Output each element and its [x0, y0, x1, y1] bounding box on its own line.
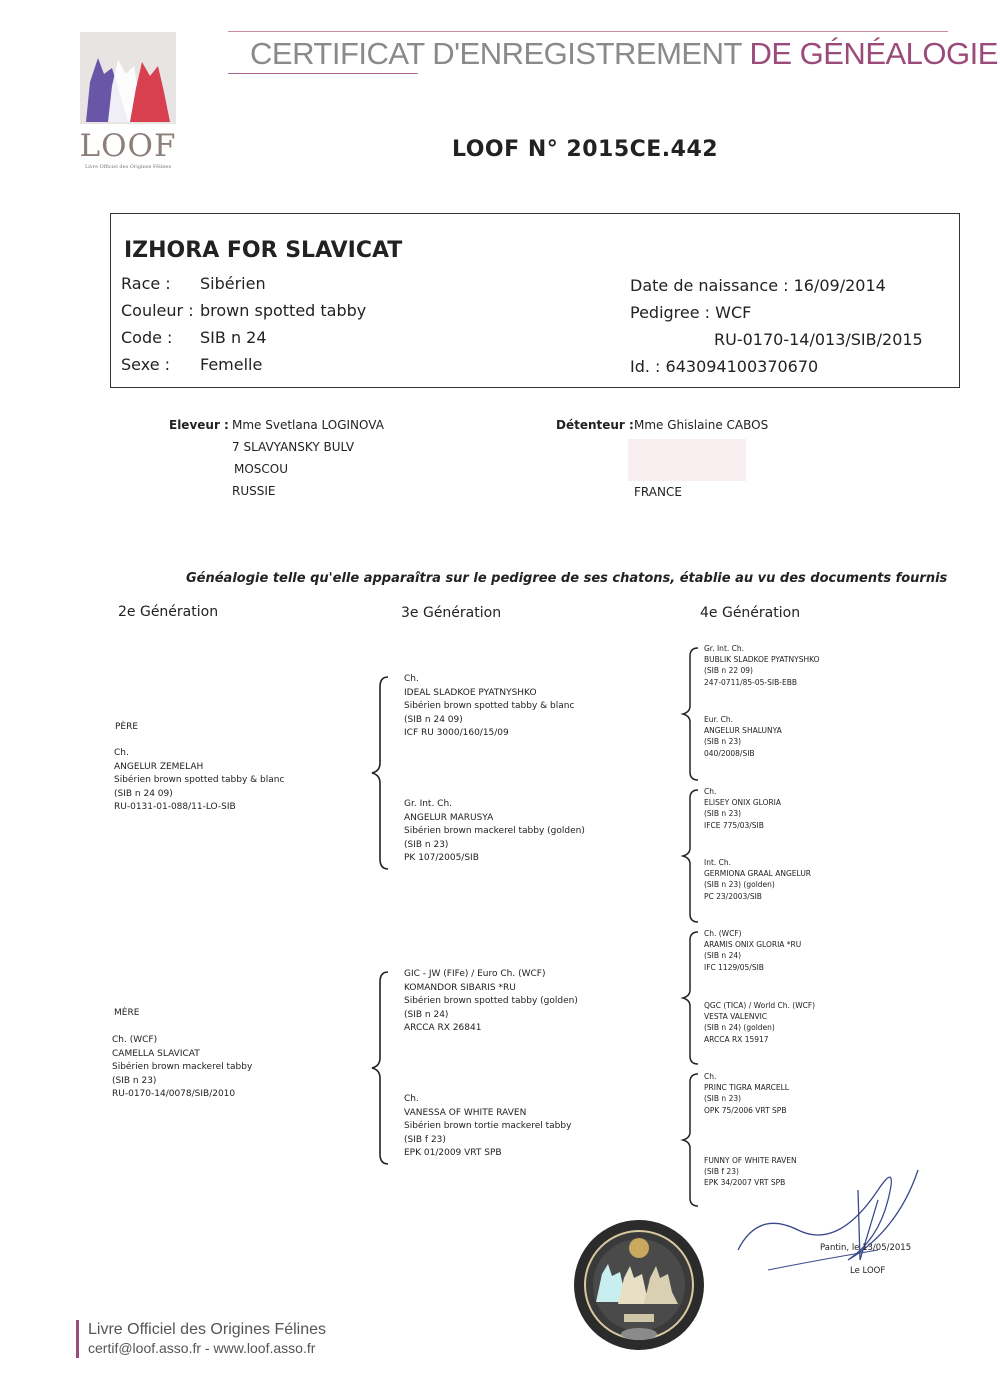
father-breed: Sibérien brown spotted tabby & blanc — [114, 775, 285, 785]
gen3-bracket-father — [368, 675, 392, 871]
breeder-line: Mme Svetlana LOGINOVA — [232, 418, 384, 432]
birth-date: Date de naissance : 16/09/2014 — [630, 276, 886, 295]
color-value: brown spotted tabby — [200, 301, 367, 320]
owner-name: Mme Ghislaine CABOS — [634, 418, 769, 432]
gen3-entry: GIC - JW (FIFe) / Euro Ch. (WCF) KOMANDOR SIBARIS *RU Sibérien brown spotted tabby (golden) (SIB n 24) ARCCA RX 26841 — [404, 969, 578, 1033]
loof-seal-icon — [572, 1218, 706, 1356]
gen4-entry: Int. Ch. GERMIONA GRAAL ANGELUR (SIB n 23) (golden) PC 23/2003/SIB — [704, 858, 812, 901]
footer-organisation: Livre Officiel des Origines Félines — [88, 1321, 327, 1338]
code-value: SIB n 24 — [200, 328, 267, 347]
gen4-bracket — [680, 788, 702, 924]
father-entry — [114, 747, 284, 815]
owner-country: FRANCE — [634, 485, 682, 499]
mother-registration: RU-0170-14/0078/SIB/2010 — [112, 1089, 236, 1099]
logo-subtitle: Livre Officiel des Origines Félines — [84, 164, 172, 170]
gen2-label: 2e Génération — [118, 604, 219, 620]
gen3-bracket-mother — [368, 970, 392, 1166]
mother-code: (SIB n 23) — [112, 1075, 157, 1086]
loof-number: LOOF N° 2015CE.442 — [452, 137, 719, 162]
father-code: (SIB n 24 09) — [114, 788, 173, 799]
father-label: PÈRE — [115, 722, 139, 732]
breeder-line: MOSCOU — [234, 462, 289, 476]
gen4-entry: Gr. Int. Ch. BUBLIK SLADKOE PYATNYSHKO (SIB n 22 09) 247-0711/85-05-SIB-EBB — [704, 644, 820, 687]
footer-contact: certif@loof.asso.fr - www.loof.asso.fr — [88, 1340, 316, 1356]
pedigree: Pedigree : WCF — [630, 303, 752, 322]
mother-title: Ch. (WCF) — [112, 1035, 158, 1045]
redacted-address — [628, 439, 746, 481]
signature-scribble — [728, 1150, 928, 1294]
gen4-entry: Ch. ELISEY ONIX GLORIA (SIB n 23) IFCE 775/03/SIB — [704, 787, 782, 830]
breeder-label: Eleveur : — [169, 418, 229, 432]
owner-label: Détenteur : — [556, 418, 634, 432]
gen4-bracket — [680, 1072, 702, 1208]
breeder-line: 7 SLAVYANSKY BULV — [232, 440, 355, 454]
mother-label: MÈRE — [114, 1008, 140, 1018]
gen3-entry: Ch. IDEAL SLADKOE PYATNYSHKO Sibérien brown spotted tabby & blanc (SIB n 24 09) ICF RU 3000/160/15/09 — [404, 674, 575, 738]
father-title: Ch. — [114, 748, 129, 758]
title-part-1: CERTIFICAT D'ENREGISTREMENT — [250, 36, 742, 71]
gen4-entry: Eur. Ch. ANGELUR SHALUNYA (SIB n 23) 040/2008/SIB — [704, 715, 782, 758]
logo-text: LOOF — [79, 128, 177, 164]
gen4-bracket — [680, 930, 702, 1066]
gen3-entry: Gr. Int. Ch. ANGELUR MARUSYA Sibérien brown mackerel tabby (golden) (SIB n 23) PK 107/2005/SIB — [404, 799, 585, 863]
pedigree-number: RU-0170-14/013/SIB/2015 — [714, 330, 923, 349]
gen3-entry: Ch. VANESSA OF WHITE RAVEN Sibérien brown tortie mackerel tabby (SIB f 23) EPK 01/2009 VRT SPB — [404, 1094, 572, 1158]
father-registration: RU-0131-01-088/11-LO-SIB — [114, 802, 236, 812]
signature-signer: Le LOOF — [850, 1266, 886, 1276]
father-name: ANGELUR ZEMELAH — [114, 761, 204, 772]
gen4-label: 4e Génération — [700, 605, 801, 621]
certificate-title — [250, 36, 998, 72]
gen3-label: 3e Génération — [401, 605, 502, 621]
gen4-entry: Ch. PRINC TIGRA MARCELL (SIB n 23) OPK 75/2006 VRT SPB — [704, 1072, 789, 1115]
race-value: Sibérien — [200, 274, 266, 293]
genealogy-heading: Généalogie telle qu'elle apparaîtra sur le pedigree de ses chatons, établie au vu des documents fournis — [186, 571, 948, 586]
mother-breed: Sibérien brown mackerel tabby — [112, 1062, 253, 1072]
gen4-entry: Ch. (WCF) ARAMIS ONIX GLORIA *RU (SIB n 24) IFC 1129/05/SIB — [704, 929, 802, 972]
code-label: Code : — [121, 328, 173, 347]
title-part-2: DE GÉNÉALOGIE — [749, 36, 998, 71]
breeder-line: RUSSIE — [232, 484, 276, 498]
signature-place-date: Pantin, le 13/05/2015 — [820, 1243, 912, 1253]
footer-accent-bar — [76, 1320, 79, 1358]
color-label: Couleur : — [121, 301, 194, 320]
title-divider — [228, 31, 948, 32]
sex-value: Femelle — [200, 355, 263, 374]
mother-name: CAMELLA SLAVICAT — [112, 1048, 200, 1059]
race-label: Race : — [121, 274, 171, 293]
gen4-bracket — [680, 646, 702, 782]
id-number: Id. : 643094100370670 — [630, 357, 819, 376]
cat-name: IZHORA FOR SLAVICAT — [124, 238, 403, 263]
gen4-entry: FUNNY OF WHITE RAVEN (SIB f 23) EPK 34/2007 VRT SPB — [704, 1156, 797, 1188]
loof-logo-cats-icon — [78, 30, 178, 126]
title-underline — [228, 73, 418, 74]
sex-label: Sexe : — [121, 355, 171, 374]
gen4-entry: QGC (TICA) / World Ch. (WCF) VESTA VALENVIC (SIB n 24) (golden) ARCCA RX 15917 — [704, 1001, 816, 1044]
mother-entry — [112, 1034, 252, 1102]
